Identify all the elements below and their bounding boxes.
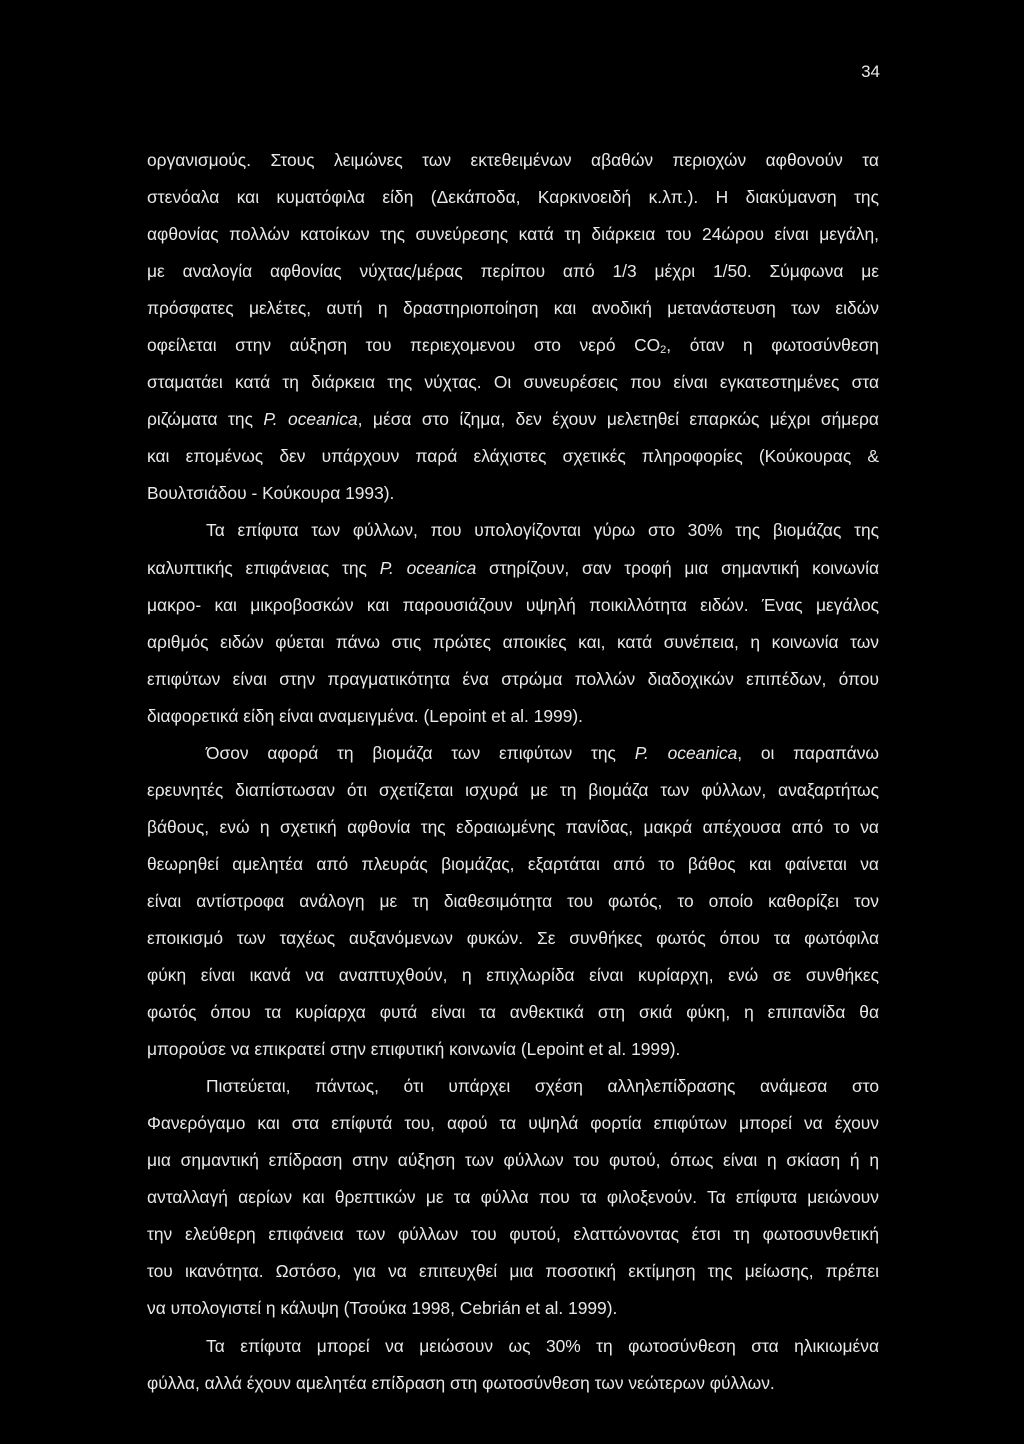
text-line (147, 772, 879, 809)
text-span: ερευνητές διαπίστωσαν ότι σχετίζεται ισχυρά με τη βιομάζα των φύλλων, αναξαρτήτως (147, 779, 879, 800)
text-span: θεωρηθεί αμελητέα από πλευράς βιομάζας, εξαρτάται από το βάθος και φαίνεται να (147, 853, 879, 874)
text-span: φωτός όπου τα κυρίαρχα φυτά είναι τα ανθεκτικά στη σκιά φύκη, η επιπανίδα θα (147, 1002, 879, 1023)
text-line (147, 698, 879, 735)
text-line (147, 327, 879, 364)
text-line (147, 1142, 879, 1179)
italic-span: P. oceanica (634, 742, 738, 763)
text-line (147, 661, 879, 698)
text-line (147, 142, 879, 179)
text-line (147, 364, 879, 401)
text-span: , όταν η φωτοσύνθεση (666, 335, 879, 356)
text-line (147, 1068, 879, 1105)
text-span: στενόαλα και κυματόφιλα είδη (Δεκάποδα, Καρκινοειδή κ.λπ.). Η διακύμανση της (147, 187, 879, 208)
text-span: μπορούσε να επικρατεί στην επιφυτική κοινωνία (Lepoint et al. 1999). (147, 1039, 681, 1060)
text-span: Πιστεύεται, πάντως, ότι υπάρχει σχέση αλληλεπίδρασης ανάμεσα στο (206, 1076, 879, 1097)
text-span: στηρίζουν, σαν τροφή μια σημαντική κοινωνία (476, 557, 879, 578)
text-line (147, 1179, 879, 1216)
text-line (147, 883, 879, 920)
text-span: του ικανότητα. Ωστόσο, για να επιτευχθεί μια ποσοτική εκτίμηση της μείωσης, πρέπει (147, 1261, 879, 1282)
text-line (147, 624, 879, 661)
text-line (147, 401, 879, 438)
text-span: Βουλτσιάδου - Κούκουρα 1993). (147, 483, 395, 504)
text-span: με αναλογία αφθονίας νύχτας/μέρας περίπου από 1/3 μέχρι 1/50. Σύμφωνα με (147, 261, 879, 282)
text-span: την ελεύθερη επιφάνεια των φύλλων του φυτού, ελαττώνοντας έτσι τη φωτοσυνθετική (147, 1224, 879, 1245)
paragraph (147, 735, 879, 1068)
text-span: αφθονίας πολλών κατοίκων της συνεύρεσης κατά τη διάρκεια του 24ώρου είναι μεγάλη, (147, 224, 879, 245)
text-span: ανταλλαγή αερίων και θρεπτικών με τα φύλλα που τα φιλοξενούν. Τα επίφυτα μειώνουν (147, 1187, 879, 1208)
text-span: και επομένως δεν υπάρχουν παρά ελάχιστες σχετικές πληροφορίες (Κούκουρας & (147, 446, 879, 467)
italic-span: P. oceanica (263, 409, 358, 430)
text-span: διαφορετικά είδη είναι αναμειγμένα. (Lepoint et al. 1999). (147, 705, 583, 726)
text-span: Φανερόγαμο και στα επίφυτά του, αφού τα υψηλά φορτία επιφύτων μπορεί να έχουν (147, 1113, 879, 1134)
text-span: να υπολογιστεί η κάλυψη (Τσούκα 1998, Cebrián et al. 1999). (147, 1298, 618, 1319)
text-span: μακρο- και μικροβοσκών και παρουσιάζουν υψηλή ποικιλλότητα ειδών. Ένας μεγάλος (147, 594, 879, 615)
text-span: , μέσα στο ίζημα, δεν έχουν μελετηθεί επαρκώς μέχρι σήμερα (357, 409, 879, 430)
text-span: επιφύτων είναι στην πραγματικότητα ένα στρώμα πολλών διαδοχικών επιπέδων, όπου (147, 668, 879, 689)
text-line (147, 216, 879, 253)
text-span: Τα επίφυτα των φύλλων, που υπολογίζονται γύρω στο 30% της βιομάζας της (206, 520, 879, 541)
text-span: οργανισμούς. Στους λειμώνες των εκτεθειμένων αβαθών περιοχών αφθονούν τα (147, 150, 879, 170)
text-line (147, 290, 879, 327)
text-line (147, 846, 879, 883)
text-span: μια σημαντική επίδραση στην αύξηση των φύλλων του φυτού, όπως είναι η σκίαση ή η (147, 1150, 879, 1171)
paragraph (147, 1328, 879, 1402)
text-line (147, 179, 879, 216)
text-line (147, 1031, 879, 1068)
text-span: πρόσφατες μελέτες, αυτή η δραστηριοποίηση και ανοδική μετανάστευση των ειδών (147, 298, 879, 319)
paragraph (147, 512, 879, 734)
text-line (147, 438, 879, 475)
page-number: 34 (861, 62, 880, 81)
text-span: φύκη είναι ικανά να αναπτυχθούν, η επιχλωρίδα είναι κυρίαρχη, ενώ σε συνθήκες (147, 965, 879, 986)
text-line (147, 735, 879, 772)
text-span: οφείλεται στην αύξηση του περιεχομενου στο νερό CO (147, 335, 661, 356)
text-line (147, 1290, 879, 1327)
paragraph (147, 1068, 879, 1327)
text-line (147, 1253, 879, 1290)
text-span: σταματάει κατά τη διάρκεια της νύχτας. Οι συνευρέσεις που είναι εγκατεστημένες στα (147, 372, 879, 393)
text-span: βάθους, ενώ η σχετική αφθονία της εδραιωμένης πανίδας, μακρά απέχουσα από το να (147, 816, 879, 837)
text-line (147, 512, 879, 549)
text-line (147, 994, 879, 1031)
text-span: ριζώματα της (147, 409, 264, 430)
text-line (147, 920, 879, 957)
italic-span: P. oceanica (379, 557, 477, 578)
text-span: Τα επίφυτα μπορεί να μειώσουν ως 30% τη φωτοσύνθεση στα ηλικιωμένα (206, 1335, 879, 1356)
text-line (147, 1328, 879, 1365)
text-span: καλυπτικής επιφάνειας της (147, 557, 380, 578)
text-line (147, 957, 879, 994)
text-line (147, 550, 879, 587)
text-line (147, 253, 879, 290)
text-span: φύλλα, αλλά έχουν αμελητέα επίδραση στη φωτοσύνθεση των νεώτερων φύλλων. (147, 1372, 775, 1393)
text-line (147, 809, 879, 846)
paragraph (147, 142, 879, 512)
text-line (147, 1105, 879, 1142)
text-line (147, 587, 879, 624)
document-body (147, 142, 879, 1402)
text-span: αριθμός ειδών φύεται πάνω στις πρώτες αποικίες και, κατά συνέπεια, η κοινωνία των (147, 631, 879, 652)
text-line (147, 475, 879, 512)
text-span: είναι αντίστροφα ανάλογη με τη διαθεσιμότητα του φωτός, το οποίο καθορίζει τον (147, 890, 879, 911)
text-span: Όσον αφορά τη βιομάζα των επιφύτων της (206, 742, 635, 763)
text-span: , οι παραπάνω (737, 742, 879, 763)
text-line (147, 1365, 879, 1402)
text-span: εποικισμό των ταχέως αυξανόμενων φυκών. Σε συνθήκες φωτός όπου τα φωτόφιλα (147, 927, 879, 948)
text-line (147, 1216, 879, 1253)
subscript: 2 (660, 344, 667, 357)
